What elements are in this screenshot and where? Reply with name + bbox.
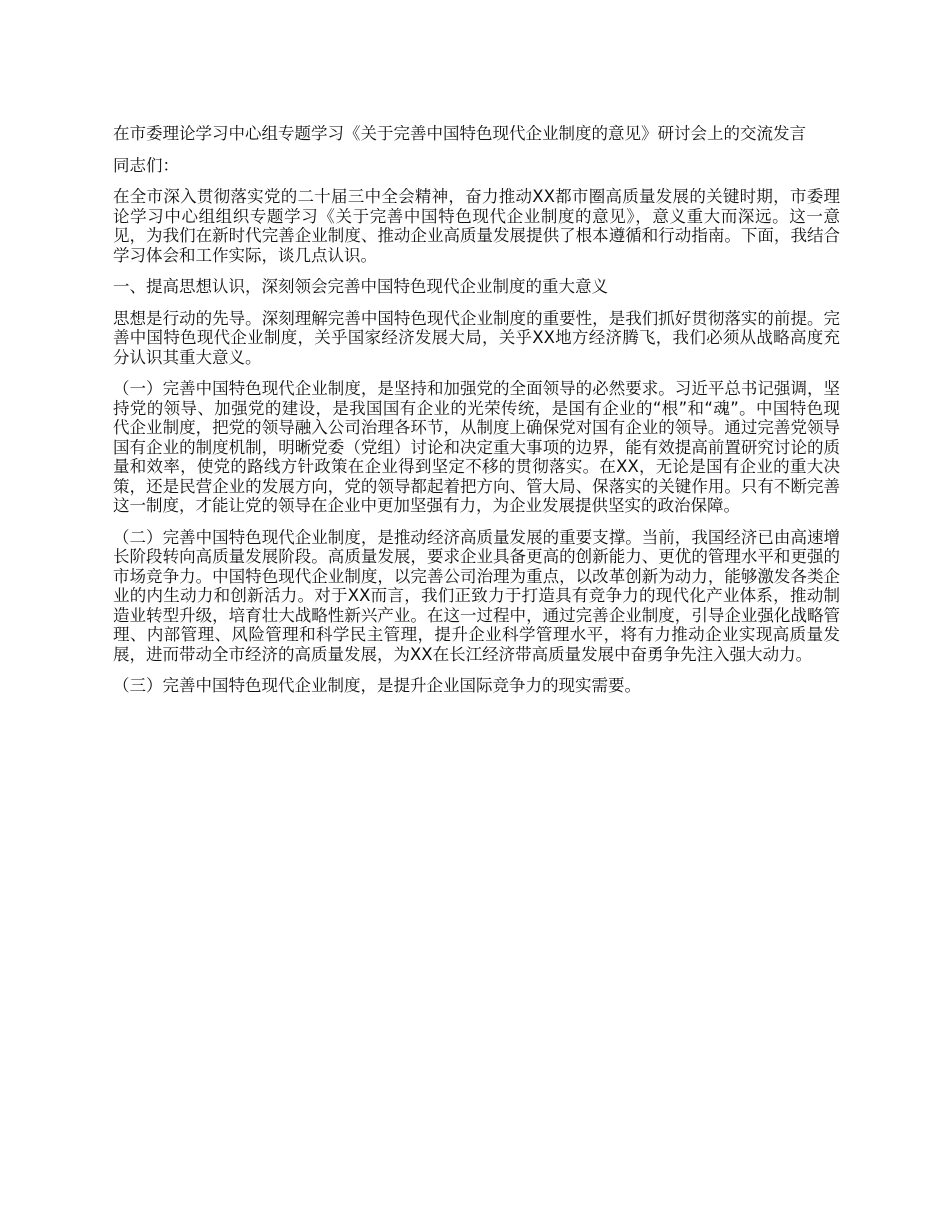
document-page (113, 124, 840, 708)
subsection-2-paragraph: （二）完善中国特色现代企业制度，是推动经济高质量发展的重要支撑。当前，我国经济已由高速增长阶段转向高质量发展阶段。高质量发展，要求企业具备更高的创新能力、更优的管理水平和更强的市场竞争力。中国特色现代企业制度，以完善公司治理为重点，以改革创新为动力，能够激发各类企业的内生动力和创新活力。对于XX而言，我们正致力于打造具有竞争力的现代化产业体系，推动制造业转型升级，培育壮大战略性新兴产业。在这一过程中，通过完善企业制度，引导企业强化战略管理、内部管理、风险管理和科学民主管理，提升企业科学管理水平，将有力推动企业实现高质量发展，进而带动全市经济的高质量发展，为XX在长江经济带高质量发展中奋勇争先注入强大动力。 (113, 527, 840, 664)
section-1-lead-paragraph: 思想是行动的先导。深刻理解完善中国特色现代企业制度的重要性，是我们抓好贯彻落实的前提。完善中国特色现代企业制度，关乎国家经济发展大局，关乎XX地方经济腾飞，我们必须从战略高度充分认识其重大意义。 (113, 308, 840, 367)
subsection-1-paragraph: （一）完善中国特色现代企业制度，是坚持和加强党的全面领导的必然要求。习近平总书记强调，坚持党的领导、加强党的建设，是我国国有企业的光荣传统，是国有企业的“根”和“魂”。中国特色现代企业制度，把党的领导融入公司治理各环节，从制度上确保党对国有企业的领导。通过完善党领导国有企业的制度机制，明晰党委（党组）讨论和决定重大事项的边界，能有效提高前置研究讨论的质量和效率，使党的路线方针政策在企业得到坚定不移的贯彻落实。在XX，无论是国有企业的重大决策，还是民营企业的发展方向，党的领导都起着把方向、管大局、保落实的关键作用。只有不断完善这一制度，才能让党的领导在企业中更加坚强有力，为企业发展提供坚实的政治保障。 (113, 379, 840, 515)
subsection-3-paragraph: （三）完善中国特色现代企业制度，是提升企业国际竞争力的现实需要。 (113, 676, 641, 695)
intro-paragraph: 在全市深入贯彻落实党的二十届三中全会精神，奋力推动XX都市圈高质量发展的关键时期，市委理论学习中心组组织专题学习《关于完善中国特色现代企业制度的意见》，意义重大而深远。这一意见，为我们在新时代完善企业制度、推动企业高质量发展提供了根本遵循和行动指南。下面，我结合学习体会和工作实际，谈几点认识。 (113, 187, 840, 265)
section-heading-1: 一、提高思想认识，深刻领会完善中国特色现代企业制度的重大意义 (113, 277, 608, 296)
salutation: 同志们： (113, 155, 179, 175)
document-title: 在市委理论学习中心组专题学习《关于完善中国特色现代企业制度的意见》研讨会上的交流发言 (113, 124, 806, 143)
